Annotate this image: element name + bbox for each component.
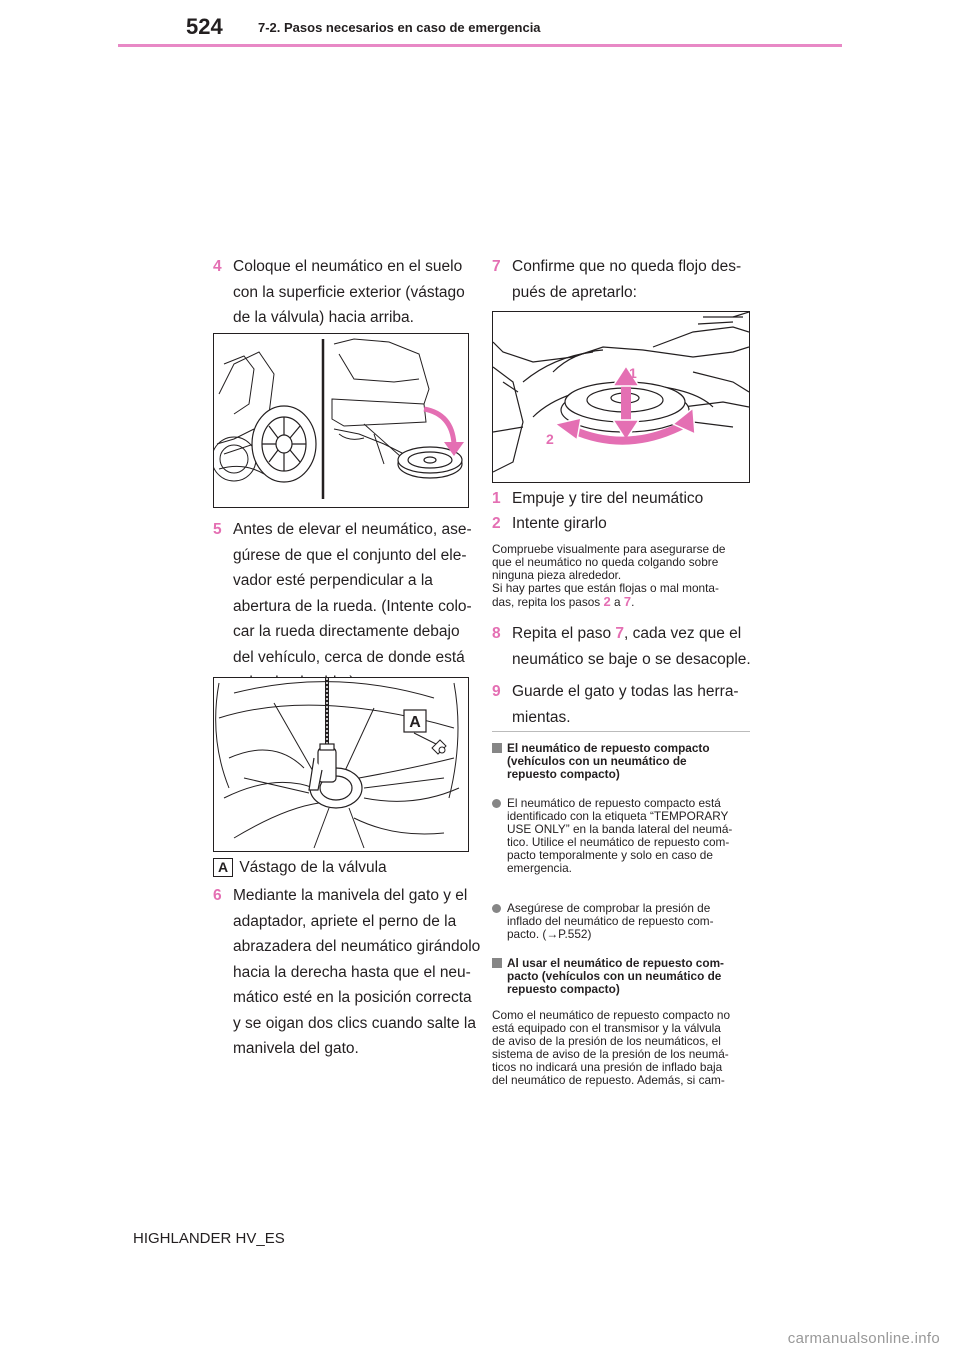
step-line: car la rueda directamente debajo [233,623,460,640]
step-line [512,621,751,647]
step-number: 9 [492,683,501,700]
step-number: 6 [213,887,222,904]
bullet-line: pacto temporalmente y solo en caso de [507,848,713,862]
figure-caption [213,858,387,878]
bullet-line: USE ONLY” en la banda lateral del neumá- [507,822,733,836]
valve-stem-illustration [214,678,468,851]
heading-compact-spare [492,742,757,781]
bullet-line: tico. Utilice el neumático de repuesto com- [507,835,730,849]
note-line: Compruebe visualmente para asegurarse de [492,542,726,556]
step-line: con la superficie exterior (vástago [233,283,465,301]
tire-placement-illustration [214,334,468,507]
footer-model: HIGHLANDER HV_ES [133,1230,285,1247]
heading-line: repuesto compacto) [507,982,620,996]
step-number: 5 [213,521,222,538]
step-line: manivela del gato. [233,1040,359,1057]
step-line: abertura de la rueda. (Intente colo- [233,597,472,615]
step-text: , cada vez que el [624,625,742,642]
item-text: Intente girarlo [512,515,607,532]
step-5 [213,517,483,697]
spare-check-illustration [493,312,749,482]
paragraph-line: del neumático de repuesto. Además, si cam- [492,1073,725,1087]
step-line: del vehículo, cerca de donde está [233,648,465,666]
step-line: abrazadera del neumático girándolo [233,938,481,955]
figure-spare-check [492,311,750,483]
bullet-line: inflado del neumático de repuesto com- [507,914,714,928]
step-8 [492,621,762,673]
page-reference-link[interactable]: pacto. (→P.552) [507,927,592,941]
figure-valve-stem [213,677,469,852]
step-line: neumático se baje o se desacople. [512,650,751,668]
step-7 [492,254,762,309]
square-bullet-icon [492,743,502,753]
step-line: y se oigan dos clics cuando salte la [233,1014,476,1032]
figure-label-1: 1 [629,365,637,381]
paragraph-line: sistema de aviso de la presión de los neumá- [492,1047,729,1061]
note-text: das, repita los pasos [492,595,604,609]
paragraph-line: de aviso de la presión de los neumáticos, el [492,1034,721,1048]
step-text: Repita el paso [512,625,616,642]
square-bullet-icon [492,958,502,968]
bullet-temporary-use [492,797,757,875]
step-ref: 7 [623,594,632,609]
paragraph-line: ticos no indicará una presión de inflado baja [492,1060,723,1074]
caption-text: Vástago de la válvula [239,859,387,876]
heading-using-compact-spare [492,957,757,996]
paragraph-tpws [492,1009,757,1087]
step-line: hacia la derecha hasta que el neu- [233,963,471,981]
heading-line: pacto (vehículos con un neumático de [507,969,722,983]
section-divider [492,731,750,732]
paragraph-line: está equipado con el transmisor y la válvula [492,1021,721,1035]
step-line: vador esté perpendicular a la [233,572,433,589]
watermark: carmanualsonline.info [787,1330,940,1347]
item-text: Empuje y tire del neumático [512,490,704,507]
step-line: Confirme que no queda flojo des- [512,258,742,275]
item-number: 1 [492,490,501,507]
step-number: 8 [492,625,501,642]
page-number: 524 [186,14,223,39]
bullet-check-pressure [492,902,757,941]
step-ref: 2 [603,594,611,609]
note-text: . [631,595,635,609]
step-number: 4 [213,258,222,275]
item-2 [492,511,762,537]
figure-label-2: 2 [546,431,554,447]
bullet-line: emergencia. [507,861,572,875]
item-1 [492,486,762,512]
step-line: Guarde el gato y todas las herra- [512,683,739,700]
header-rule [118,44,842,47]
figure-tire-placement [213,333,469,508]
step-line: gúrese de que el conjunto del ele- [233,546,467,564]
note-line: ninguna pieza alrededor. [492,568,622,582]
bullet-icon [492,799,501,808]
paragraph-line: Como el neumático de repuesto compacto no [492,1008,731,1022]
caption-label: A [213,858,233,877]
heading-line: El neumático de repuesto compacto [507,741,710,755]
step-line: pués de apretarlo: [512,283,637,301]
heading-line: Al usar el neumático de repuesto com- [507,956,724,970]
step-line: Mediante la manivela del gato y el [233,887,468,904]
bullet-line: El neumático de repuesto compacto está [507,796,721,810]
bullet-icon [492,904,501,913]
section-title: 7-2. Pasos necesarios en caso de emergencia [258,20,541,35]
check-note [492,543,757,609]
step-4 [213,254,483,334]
bullet-line: Asegúrese de comprobar la presión de [507,901,711,915]
note-line: que el neumático no queda colgando sobre [492,555,719,569]
step-6 [213,883,483,1063]
note-text: a [610,595,624,609]
step-line: de la válvula) hacia arriba. [233,309,414,326]
heading-line: repuesto compacto) [507,767,620,781]
step-line: Coloque el neumático en el suelo [233,258,463,275]
bullet-line: identificado con la etiqueta “TEMPORARY [507,809,729,823]
heading-line: (vehículos con un neumático de [507,754,687,768]
step-9 [492,679,762,731]
figure-label-a: A [409,714,421,731]
step-line: mático esté en la posición correcta [233,989,472,1006]
step-ref: 7 [615,625,625,642]
note-line: Si hay partes que están flojas o mal monta- [492,581,719,595]
note-line-last [492,595,757,609]
step-line: Antes de elevar el neumático, ase- [233,521,472,538]
step-line: adaptador, apriete el perno de la [233,912,457,930]
step-line: mientas. [512,708,571,726]
item-number: 2 [492,515,501,532]
step-number: 7 [492,258,501,275]
